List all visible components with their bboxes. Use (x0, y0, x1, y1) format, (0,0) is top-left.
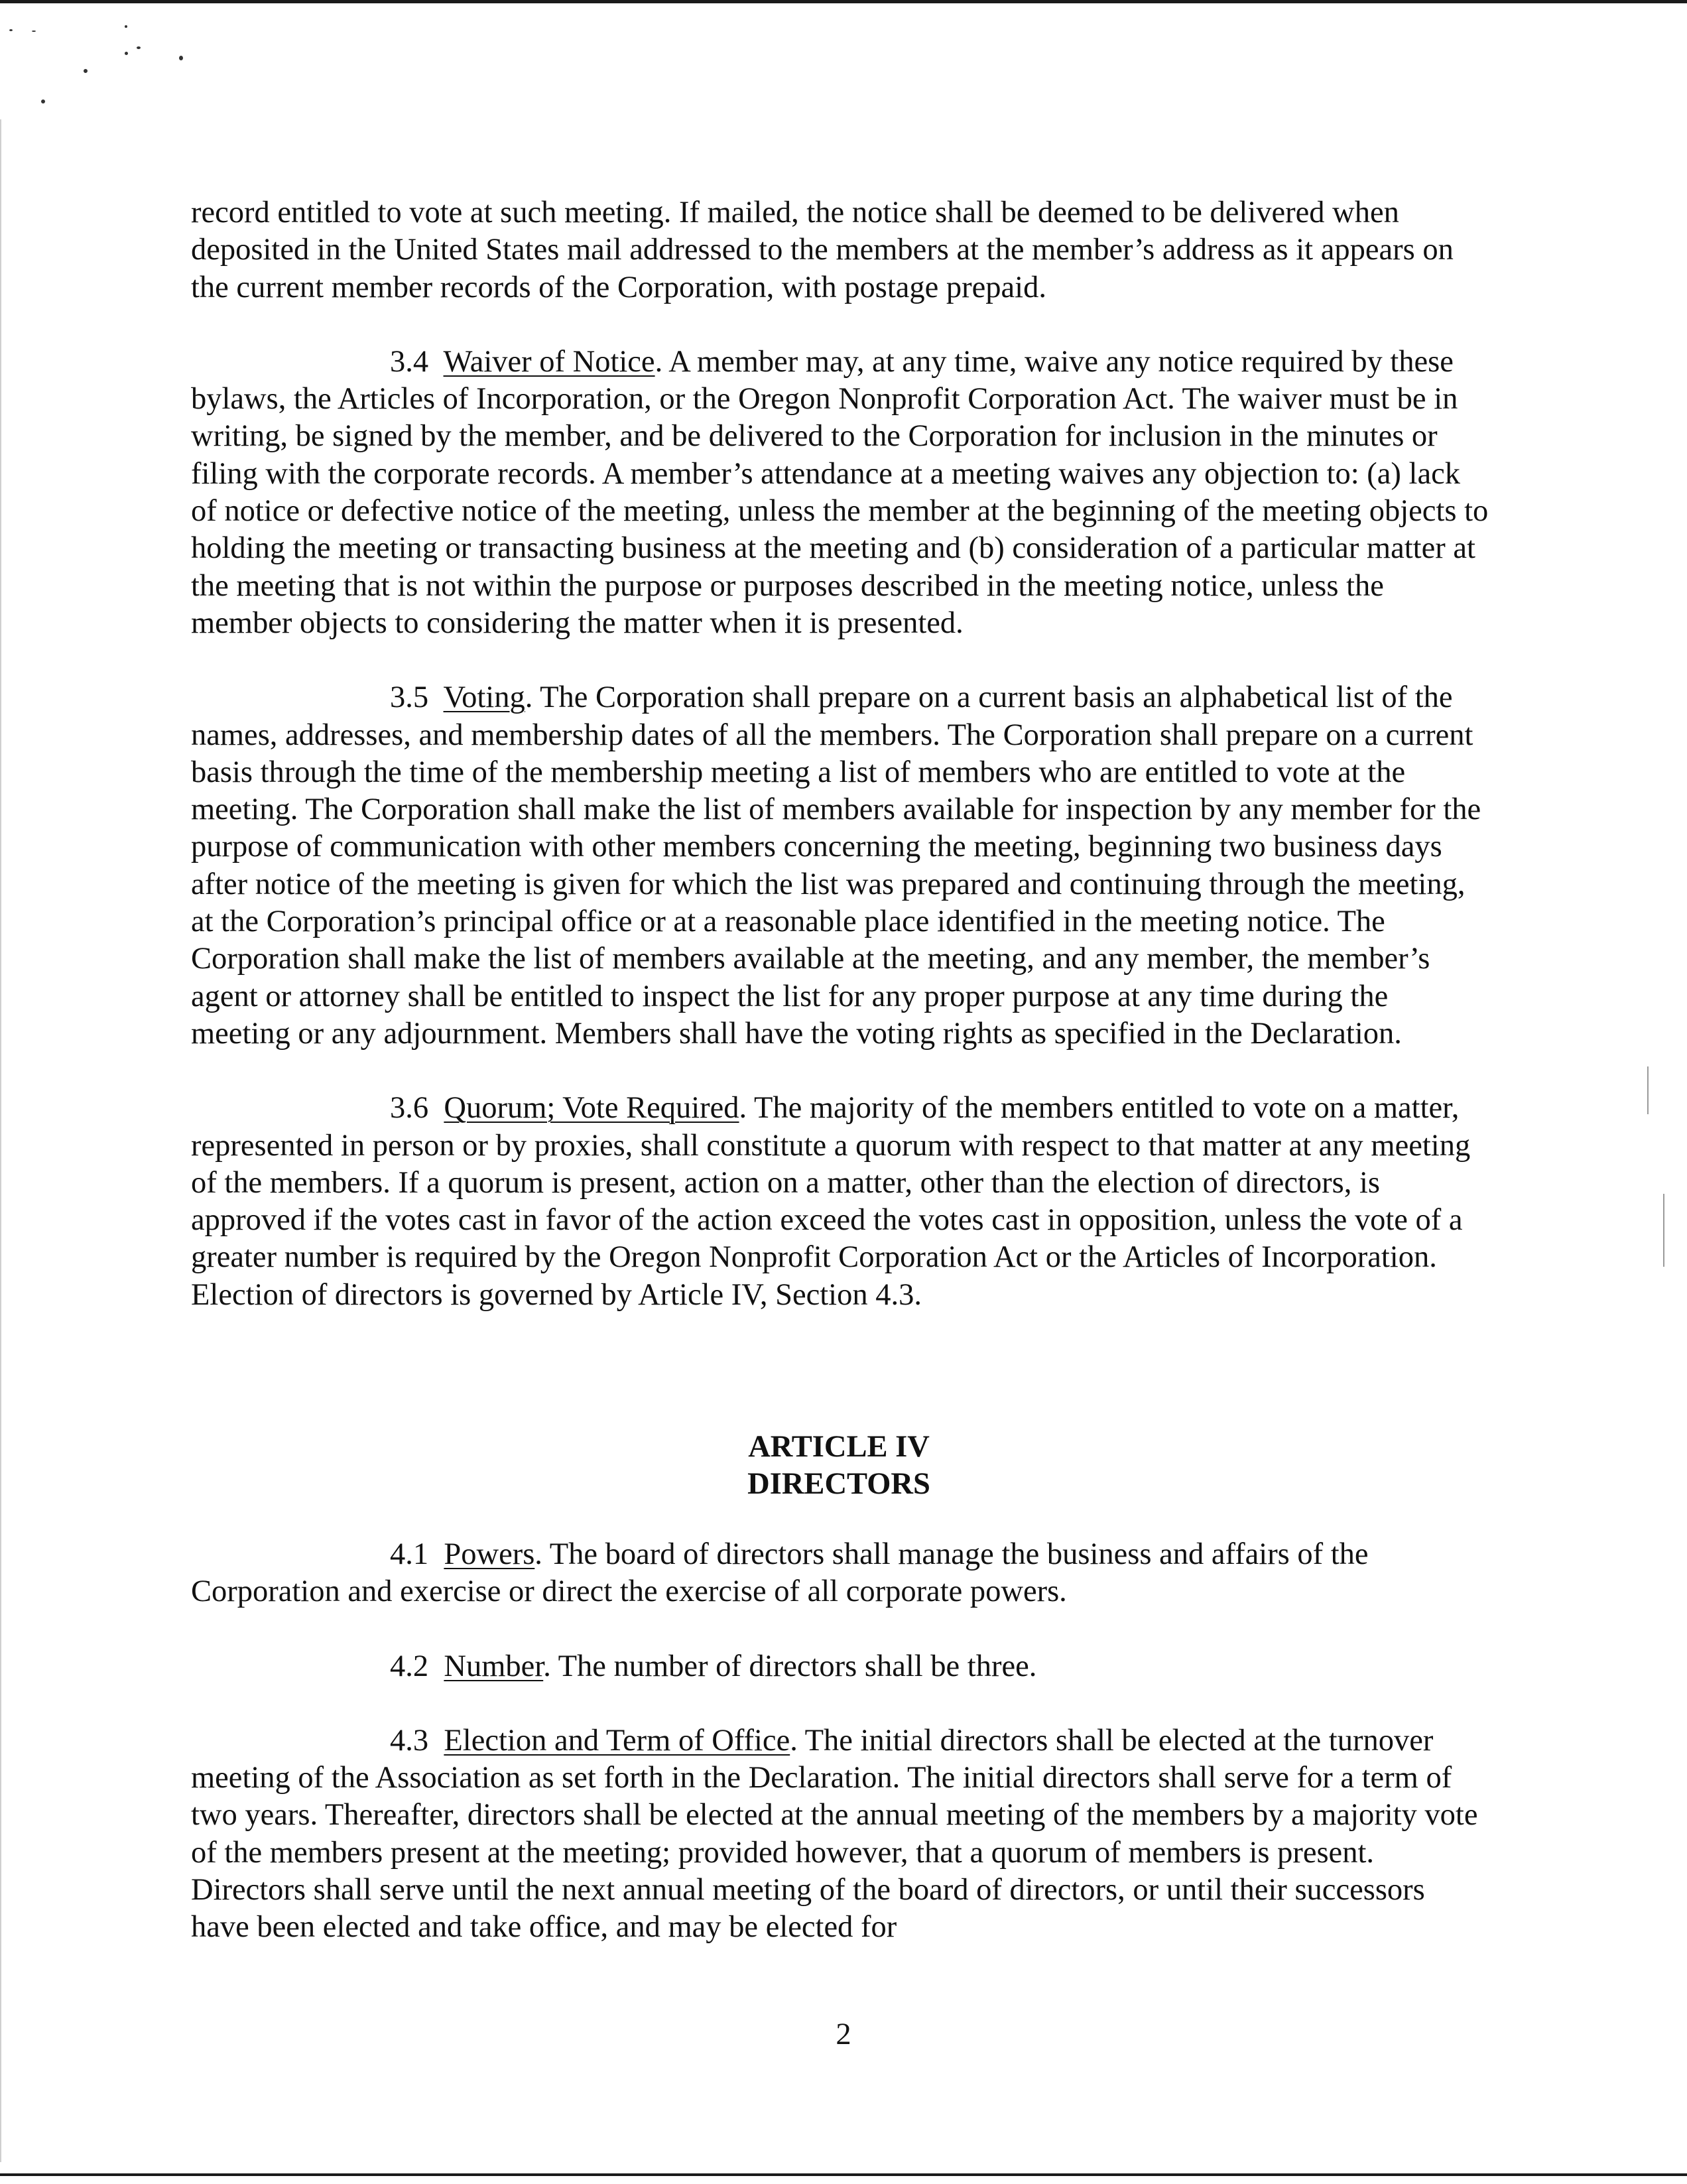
section-number: 4.1 (390, 1537, 429, 1571)
section-text: . The board of directors shall manage the business and affairs of the Corporation and exercise or direct the exercise of all corporate powers. (191, 1537, 1369, 1609)
section-heading: Quorum; Vote Required (444, 1091, 739, 1125)
scan-speck (41, 99, 45, 103)
article-body-text (191, 1536, 1491, 1984)
scan-top-border (0, 0, 1687, 3)
section-text: . The initial directors shall be elected at the turnover meeting of the Association as set forth in the Declaration. The initial directors shall serve for a term of two years. Thereafter, directors shall be elected at the annual meeting of the members by a majority vote of the members present at the meeting; provided however, that a quorum of members is present. Directors shall serve until the next annual meeting of the board of directors, or until their successors have been elected and take office, and may be elected for (191, 1723, 1478, 1945)
section-number: 3.5 (390, 680, 429, 715)
section-heading: Waiver of Notice (443, 344, 655, 379)
section-3-6 (191, 1090, 1491, 1314)
scan-speck (125, 25, 127, 28)
scan-mark (1663, 1194, 1664, 1267)
section-3-5 (191, 679, 1491, 1053)
scan-speck (9, 29, 13, 31)
scan-speck (179, 56, 183, 60)
body-text (191, 194, 1491, 1351)
section-text: . A member may, at any time, waive any notice required by these bylaws, the Articles of Incorporation, or the Oregon Nonprofit Corporation Act. The waiver must be in writing, be signed by the member, and be delivered to the Corporation for inclusion in the minutes or filing with the corporate records. A member’s attendance at a meeting waives any objection to: (a) lack of notice or defective notice of the meeting, unless the member at the beginning of the meeting objects to holding the meeting or transacting business at the meeting and (b) consideration of a particular matter at the meeting that is not within the purpose or purposes described in the meeting notice, unless the member objects to considering the matter when it is presented. (191, 344, 1489, 640)
section-number: 3.4 (390, 344, 429, 379)
article-title: DIRECTORS (747, 1467, 930, 1501)
section-4-3 (191, 1722, 1491, 1947)
section-3-4 (191, 344, 1491, 642)
scan-mark (1647, 1066, 1649, 1114)
section-number: 3.6 (390, 1091, 429, 1125)
section-heading: Number (444, 1649, 544, 1683)
scan-speck (84, 69, 88, 73)
section-heading: Powers (444, 1537, 535, 1571)
section-heading: Voting (443, 680, 525, 715)
scan-speck (125, 52, 128, 55)
section-text: . The number of directors shall be three. (543, 1649, 1037, 1683)
section-text: . The majority of the members entitled to vote on a matter, represented in person or by proxies, shall constitute a quorum with respect to that matter at any meeting of the members. If a quorum is present, action on a matter, other than the election of directors, is approved if the votes cast in favor of the action exceed the votes cast in opposition, unless the vote of a greater number is required by the Oregon Nonprofit Corporation Act or the Articles of Incorporation. Election of directors is governed by Article IV, Section 4.3. (191, 1091, 1471, 1312)
section-4-1 (191, 1536, 1491, 1611)
scan-left-edge (0, 119, 1, 2162)
section-number: 4.3 (390, 1723, 429, 1758)
page-number: 2 (836, 2018, 851, 2051)
article-label: ARTICLE IV (748, 1430, 930, 1464)
scan-speck (137, 46, 141, 49)
top-paragraph: record entitled to vote at such meeting. If mailed, the notice shall be deemed to be delivered when deposited in the United States mail addressed to the members at the member’s address as it appears on the current member records of the Corporation, with postage prepaid. (191, 196, 1454, 304)
section-number: 4.2 (390, 1649, 429, 1683)
scan-speck (32, 31, 36, 32)
article-heading (0, 1429, 1687, 1503)
section-4-2 (191, 1648, 1491, 1685)
section-heading: Election and Term of Office (444, 1723, 790, 1758)
section-text: . The Corporation shall prepare on a current basis an alphabetical list of the names, addresses, and membership dates of all the members. The Corporation shall prepare on a current basis through the time of the membership meeting a list of members who are entitled to vote at the meeting. The Corporation shall make the list of members available for inspection by any member for the purpose of communication with other members concerning the meeting, beginning two business days after notice of the meeting is given for which the list was prepared and continuing through the meeting, at the Corporation’s principal office or at a reasonable place identified in the meeting notice. The Corporation shall make the list of members available at the meeting, and any member, the member’s agent or attorney shall be entitled to inspect the list for any proper purpose at any time during the meeting or any adjournment. Members shall have the voting rights as specified in the Declaration. (191, 680, 1481, 1051)
scan-bottom-border (0, 2173, 1687, 2176)
